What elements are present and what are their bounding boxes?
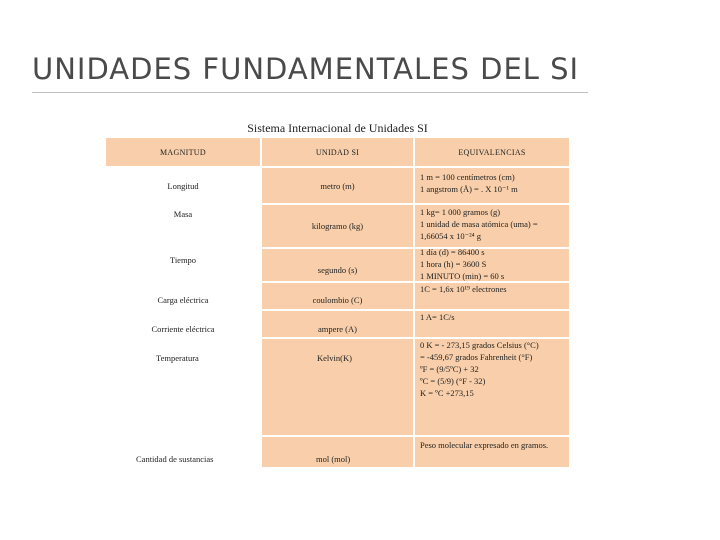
header-unidad: UNIDAD SI — [262, 138, 413, 166]
row-temperatura-magnitud: Temperatura — [156, 353, 199, 363]
row-corriente-magnitud: Corriente eléctrica — [151, 323, 215, 334]
row-masa-magnitud: Masa — [173, 209, 193, 219]
equivalence-line: ºF = (9/5ºC) + 32 — [420, 364, 479, 374]
equivalence-line: 1 A= 1C/s — [420, 312, 455, 322]
equivalence-line: 0 K = - 273,15 grados Celsius (°C) — [420, 340, 539, 350]
si-units-table — [106, 118, 569, 467]
row-tiempo-magnitud: Tiempo — [169, 255, 197, 265]
equivalence-line: 1 unidad de masa atómica (uma) = — [420, 219, 538, 229]
row-temperatura-magnitud-cell — [106, 339, 260, 435]
equivalence-line: 1 kg= 1 000 gramos (g) — [420, 207, 501, 217]
table-caption: Sistema Internacional de Unidades SI — [247, 121, 428, 135]
row-carga-equivalencias — [415, 283, 569, 309]
header-equivalencias: EQUIVALENCIAS — [415, 138, 569, 166]
row-temperatura-unidad: Kelvin(K) — [317, 353, 352, 363]
equivalence-line: K = ºC +273,15 — [420, 388, 474, 398]
title-divider — [32, 92, 588, 93]
equivalence-line: 1 angstrom (Å) = . X 10⁻¹ m — [420, 184, 518, 194]
row-masa-equivalencias — [415, 205, 569, 247]
equivalence-line: 1C = 1,6x 10¹⁹ electrones — [420, 284, 507, 294]
row-carga-magnitud: Carga eléctrica — [157, 295, 209, 305]
equivalence-line: = -459,67 grados Fahrenheit (°F) — [420, 352, 533, 362]
equivalence-line: 1 día (d) = 86400 s — [420, 247, 485, 257]
row-longitud-magnitud: Longitud — [167, 180, 199, 191]
equivalence-line: ºC = (5/9) (°F - 32) — [420, 376, 486, 386]
row-cantidad-unidad-cell — [262, 437, 413, 467]
equivalence-line: Peso molecular expresado en gramos. — [420, 440, 549, 450]
equivalence-line: 1 m = 100 centímetros (cm) — [420, 172, 515, 182]
row-corriente-unidad: ampere (A) — [262, 311, 413, 337]
header-magnitud: MAGNITUD — [106, 138, 260, 166]
row-temperatura-unidad-cell — [262, 339, 413, 435]
equivalence-line: 1 MINUTO (min) = 60 s — [420, 271, 505, 281]
row-cantidad-magnitud: Cantidad de sustancias — [136, 454, 214, 464]
row-longitud-unidad: metro (m) — [262, 168, 413, 203]
row-cantidad-equivalencias — [415, 437, 569, 467]
row-tiempo-unidad: segundo (s) — [262, 249, 413, 281]
equivalence-line: 1,66054 x 10⁻²⁴ g — [420, 231, 481, 241]
row-masa-unidad: kilogramo (kg) — [262, 205, 413, 247]
row-cantidad-unidad: mol (mol) — [316, 454, 351, 464]
row-longitud-equivalencias — [415, 168, 569, 203]
row-temperatura-equivalencias — [415, 339, 569, 435]
row-cantidad-magnitud-cell — [106, 437, 260, 467]
slide-title: UNIDADES FUNDAMENTALES DEL SI — [32, 52, 580, 86]
equivalence-line: 1 hora (h) = 3600 S — [420, 259, 487, 269]
row-tiempo-equivalencias — [415, 249, 569, 281]
row-carga-unidad: coulombio (C) — [262, 283, 413, 309]
row-corriente-equivalencias — [415, 311, 569, 337]
